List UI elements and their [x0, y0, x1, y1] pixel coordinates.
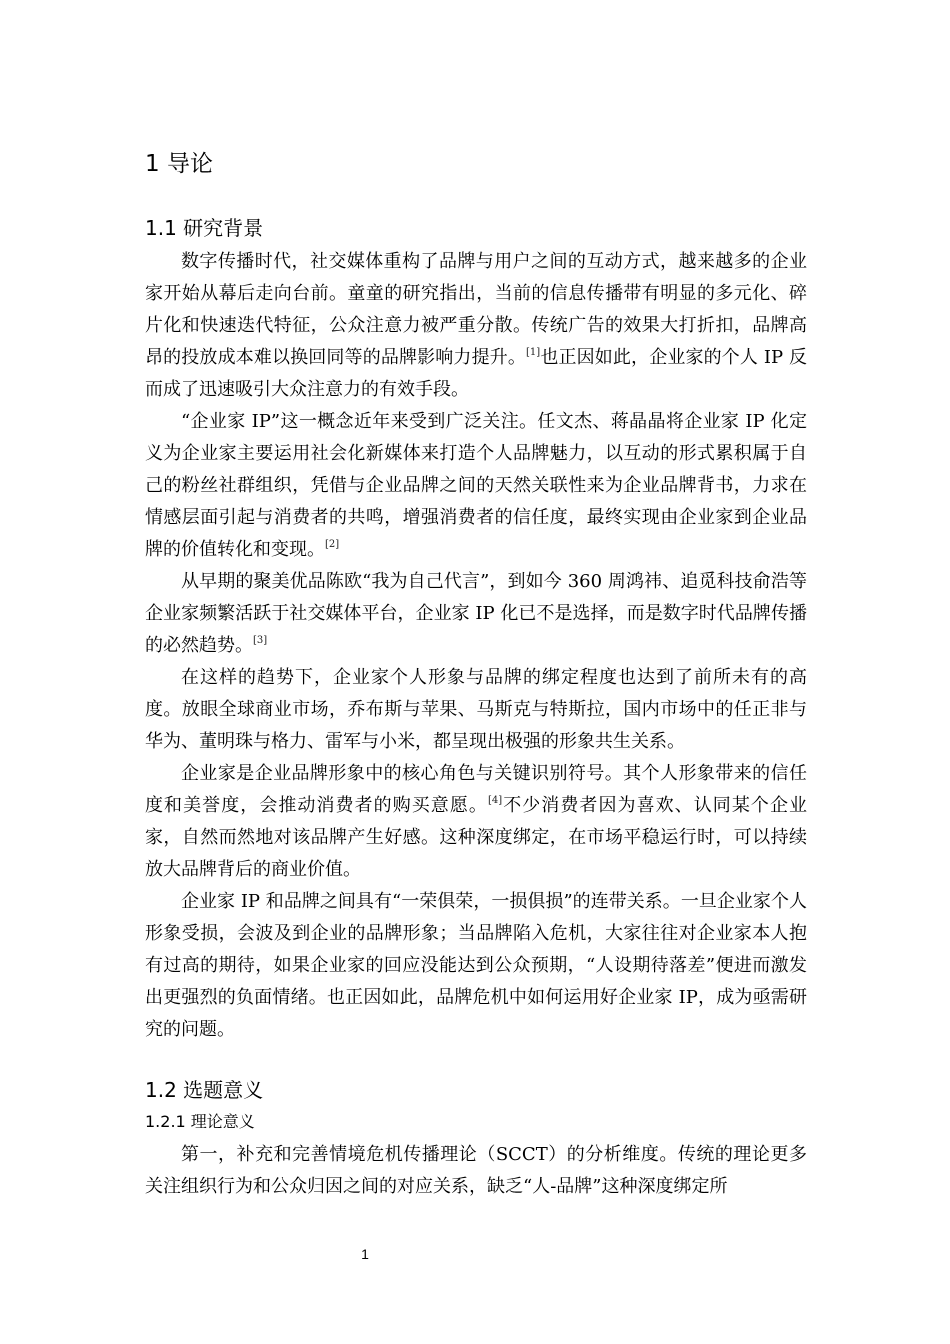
paragraph: “企业家 IP”这一概念近年来受到广泛关注。任文杰、蒋晶晶将企业家 IP 化定义为企业家主要运用社会化新媒体来打造个人品牌魅力，以互动的形式累积属于自己的粉丝社群组织，凭借与企业品牌之间的天然关联性来为企业品牌背书，力求在情感层面引起与消费者的共鸣，增强消费者的信任度，最终实现由企业家到企业品牌的价值转化和变现。[2] — [145, 411, 807, 560]
paragraph: 在这样的趋势下，企业家个人形象与品牌的绑定程度也达到了前所未有的高度。放眼全球商业市场，乔布斯与苹果、马斯克与特斯拉，国内市场中的任正非与华为、董明珠与格力、雷军与小米，都呈现出极强的形象共生关系。 — [145, 667, 807, 752]
subsection-title-theoretical-significance: 1.2.1 理论意义 — [145, 1112, 255, 1131]
section-2-body — [145, 1139, 807, 1203]
section-title-research-background: 1.1 研究背景 — [145, 216, 264, 240]
paragraph: 数字传播时代，社交媒体重构了品牌与用户之间的互动方式，越来越多的企业家开始从幕后走向台前。童童的研究指出，当前的信息传播带有明显的多元化、碎片化和快速迭代特征，公众注意力被严重分散。传统广告的效果大打折扣，品牌高昂的投放成本难以换回同等的品牌影响力提升。[1]也正因如此，企业家的个人 IP 反而成了迅速吸引大众注意力的有效手段。 — [145, 251, 807, 400]
section-title-topic-significance: 1.2 选题意义 — [145, 1078, 264, 1102]
chapter-title: 1 导论 — [145, 151, 213, 177]
paragraph: 企业家 IP 和品牌之间具有“一荣俱荣，一损俱损”的连带关系。一旦企业家个人形象受损，会波及到企业的品牌形象；当品牌陷入危机，大家往往对企业家本人抱有过高的期待，如果企业家的回应没能达到公众预期，“人设期待落差”便进而激发出更强烈的负面情绪。也正因如此，品牌危机中如何运用好企业家 IP，成为亟需研究的问题。 — [145, 891, 807, 1040]
page-number: 1 — [361, 1246, 369, 1262]
citation: [3] — [253, 635, 268, 646]
citation: [4] — [487, 795, 503, 806]
section-1-body — [145, 246, 807, 1046]
citation: [1] — [526, 347, 541, 358]
paragraph: 第一，补充和完善情境危机传播理论（SCCT）的分析维度。传统的理论更多关注组织行为和公众归因之间的对应关系，缺乏“人-品牌”这种深度绑定所 — [145, 1144, 807, 1197]
paragraph: 从早期的聚美优品陈欧“我为自己代言”，到如今 360 周鸿祎、追觅科技俞浩等企业家频繁活跃于社交媒体平台，企业家 IP 化已不是选择，而是数字时代品牌传播的必然趋势。[3] — [145, 571, 807, 656]
citation: [2] — [325, 539, 340, 550]
paragraph: 企业家是企业品牌形象中的核心角色与关键识别符号。其个人形象带来的信任度和美誉度，会推动消费者的购买意愿。[4]不少消费者因为喜欢、认同某个企业家，自然而然地对该品牌产生好感。这种深度绑定，在市场平稳运行时，可以持续放大品牌背后的商业价值。 — [145, 763, 807, 880]
